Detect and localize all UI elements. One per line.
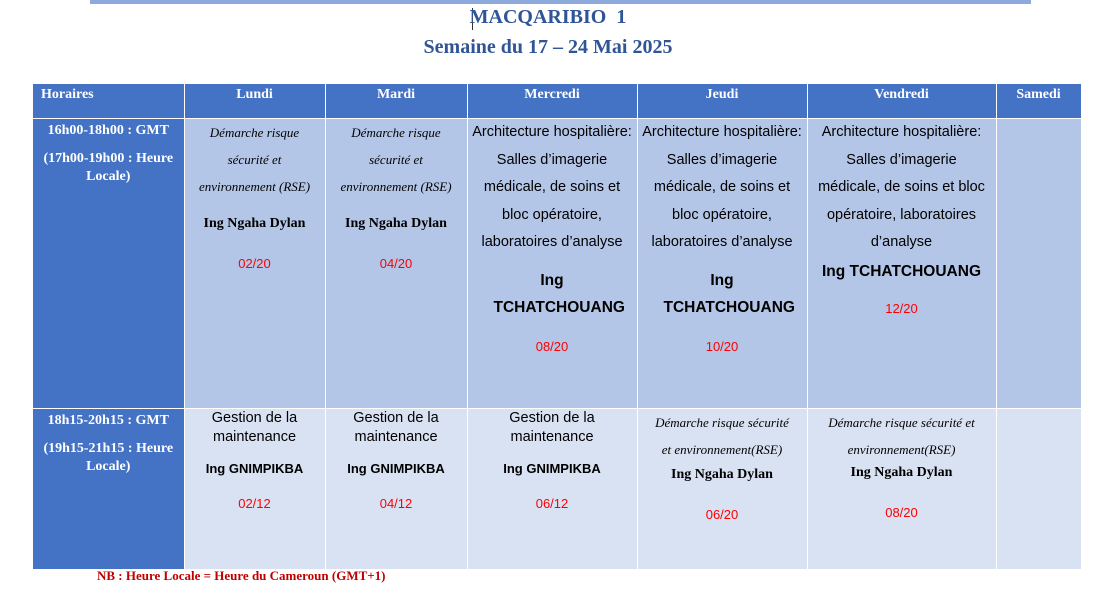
teacher-name: Ing Ngaha Dylan bbox=[203, 216, 306, 231]
session-count: 02/12 bbox=[238, 496, 271, 511]
teacher-name: Ing GNIMPIKBA bbox=[503, 461, 601, 476]
time-local: (19h15-21h15 : Heure Locale) bbox=[43, 441, 174, 474]
session-count: 10/20 bbox=[705, 338, 739, 354]
course-name: Architecture hospitalière: Salles d’imagerie médicale, de soins et bloc opératoire, laboratoires d’analyse bbox=[642, 124, 802, 250]
session-count: 04/20 bbox=[379, 256, 413, 271]
col-header-horaires: Horaires bbox=[33, 84, 184, 119]
session-cell-lundi bbox=[184, 119, 325, 409]
col-header-samedi: Samedi bbox=[996, 84, 1081, 119]
teacher-name: Ing TCHATCHOUANG bbox=[663, 271, 795, 316]
session-cell-mercredi bbox=[467, 119, 637, 409]
session-count: 08/20 bbox=[535, 338, 569, 354]
teacher-name: Ing GNIMPIKBA bbox=[347, 461, 445, 476]
col-header-mardi: Mardi bbox=[325, 84, 467, 119]
col-header-jeudi: Jeudi bbox=[637, 84, 807, 119]
teacher-name: Ing GNIMPIKBA bbox=[205, 461, 304, 476]
course-name: Architecture hospitalière: Salles d’imagerie médicale, de soins et bloc opératoire, laboratoires d’analyse bbox=[472, 124, 632, 250]
session-cell-mercredi bbox=[467, 409, 637, 569]
session-cell-samedi bbox=[996, 409, 1081, 569]
col-header-vendredi: Vendredi bbox=[807, 84, 996, 119]
header-row bbox=[33, 84, 1081, 119]
page-subtitle: Semaine du 17 – 24 Mai 2025 bbox=[423, 36, 673, 58]
session-count: 06/20 bbox=[705, 507, 739, 522]
col-header-lundi: Lundi bbox=[184, 84, 325, 119]
teacher-name: Ing Ngaha Dylan bbox=[345, 216, 447, 231]
session-cell-jeudi bbox=[637, 119, 807, 409]
session-count: 06/12 bbox=[535, 496, 569, 511]
top-border-line bbox=[90, 0, 1031, 4]
session-count: 12/20 bbox=[885, 300, 918, 316]
teacher-name: Ing TCHATCHOUANG bbox=[493, 271, 625, 316]
session-cell-vendredi bbox=[807, 409, 996, 569]
teacher-name: Ing TCHATCHOUANG bbox=[822, 262, 981, 280]
course-name: Démarche risque sécurité et environnement (RSE) bbox=[340, 125, 452, 194]
teacher-name: Ing Ngaha Dylan bbox=[671, 467, 773, 482]
footnote-nb: NB : Heure Locale = Heure du Cameroun (GMT+1) bbox=[97, 568, 386, 583]
time-slot-cell bbox=[33, 409, 184, 569]
session-count: 08/20 bbox=[885, 505, 918, 520]
time-gmt: 16h00-18h00 : GMT bbox=[47, 123, 169, 138]
course-name: Démarche risque sécurité et environnement (RSE) bbox=[198, 125, 311, 194]
session-count: 02/20 bbox=[238, 256, 271, 271]
time-gmt: 18h15-20h15 : GMT bbox=[47, 413, 169, 428]
schedule-table bbox=[33, 84, 1082, 569]
course-name: Démarche risque sécurité et environnement(RSE) bbox=[828, 415, 975, 457]
course-name: Architecture hospitalière: Salles d’imagerie médicale, de soins et bloc opératoire, laboratoires d’analyse bbox=[818, 124, 985, 250]
course-name: Démarche risque sécurité et environnement(RSE) bbox=[655, 415, 789, 457]
course-name: Gestion de la maintenance bbox=[353, 410, 439, 445]
page-title: MACQARIBIO 1 bbox=[469, 6, 627, 28]
session-cell-jeudi bbox=[637, 409, 807, 569]
time-slot-cell bbox=[33, 119, 184, 409]
session-cell-mardi bbox=[325, 409, 467, 569]
session-count: 04/12 bbox=[379, 496, 413, 511]
session-cell-vendredi bbox=[807, 119, 996, 409]
table-row bbox=[33, 409, 1081, 569]
table-row bbox=[33, 119, 1081, 409]
session-cell-lundi bbox=[184, 409, 325, 569]
course-name: Gestion de la maintenance bbox=[211, 410, 298, 445]
session-cell-mardi bbox=[325, 119, 467, 409]
teacher-name: Ing Ngaha Dylan bbox=[850, 465, 953, 480]
course-name: Gestion de la maintenance bbox=[509, 410, 595, 445]
time-local: (17h00-19h00 : Heure Locale) bbox=[43, 151, 174, 184]
col-header-mercredi: Mercredi bbox=[467, 84, 637, 119]
session-cell-samedi bbox=[996, 119, 1081, 409]
